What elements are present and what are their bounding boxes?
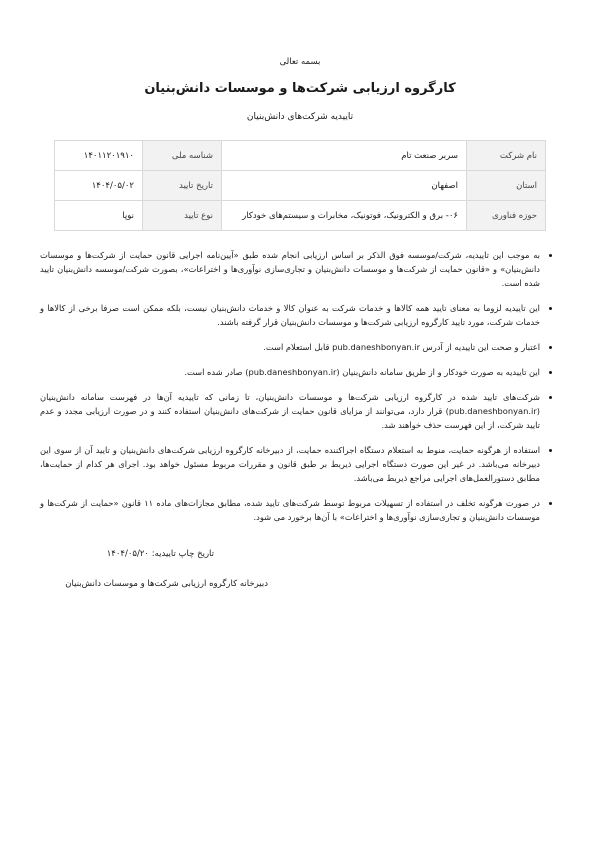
notes-list [40, 248, 554, 535]
list-item: • شرکت‌های تایید شده در کارگروه ارزیابی شرکت‌ها و موسسات دانش‌بنیان، تا زمانی که تاییدیه آن‌ها در فهرست سامانه دانش‌بنیان (pub.daneshbonyan.ir) قرار دارد، می‌توانند از مزایای قانون حمایت از شرکت‌های دانش‌بنیان استفاده کنند و در صورت ارزیابی مجدد و عدم تایید شرکت، از این فهرست حذف خواهند شد. [40, 390, 540, 432]
company-info-table [54, 140, 546, 231]
national-id-label: شناسه ملی [143, 141, 222, 171]
table-row [55, 171, 546, 201]
page-title: کارگروه ارزیابی شرکت‌ها و موسسات دانش‌بنیان [144, 81, 456, 96]
national-id-value: ۱۴۰۱۱۲۰۱۹۱۰ [55, 141, 143, 171]
list-item: • اعتبار و صحت این تاییدیه از آدرس pub.daneshbonyan.ir قابل استعلام است. [40, 340, 540, 354]
page-subtitle: تاییدیه شرکت‌های دانش‌بنیان [246, 112, 354, 122]
secretariat-signature: دبیرخانه کارگروه ارزیابی شرکت‌ها و موسسات دانش‌بنیان [65, 579, 268, 589]
province-value: اصفهان [222, 171, 467, 201]
list-item: • استفاده از هرگونه حمایت، منوط به استعلام دستگاه اجراکننده حمایت، از دبیرخانه کارگروه ارزیابی شرکت‌های دانش‌بنیان و تایید آن از سوی این دبیرخانه می‌باشد. در غیر این صورت دستگاه اجرایی ذیربط بر طبق قانون و مقررات مربوط مسئول خواهد بود. اجرای هر کدام از حمایت‌ها، مطابق دستورالعمل‌های اجرایی مراجع ذیربط می‌باشد. [40, 443, 540, 485]
company-name-label: نام شرکت [467, 141, 546, 171]
table-row [55, 141, 546, 171]
bismillah: بسمه تعالی [279, 57, 321, 67]
tech-field-label: حوزه فناوری [467, 201, 546, 231]
approval-date-value: ۱۴۰۴/۰۵/۰۲ [55, 171, 143, 201]
approval-date-label: تاریخ تایید [143, 171, 222, 201]
list-item: • این تاییدیه به صورت خودکار و از طریق سامانه دانش‌بنیان (pub.daneshbonyan.ir) صادر شده است. [40, 365, 540, 379]
list-item: • این تاییدیه لزوما به معنای تایید همه کالاها و خدمات شرکت به عنوان کالا و خدمات دانش‌بنیان نیست، بلکه ممکن است صرفا برخی از کالاها و خدمات شرکت، مورد تایید کارگروه ارزیابی شرکت‌ها و موسسات دانش‌بنیان قرار گرفته باشند. [40, 301, 540, 329]
province-label: استان [467, 171, 546, 201]
list-item: • در صورت هرگونه تخلف در استفاده از تسهیلات مربوط توسط شرکت‌های تایید شده، مطابق مجازات‌های ماده ۱۱ قانون «حمایت از شرکت‌ها و موسسات دانش‌بنیان و تجاری‌سازی نوآوری‌ها و اختراعات» با آن‌ها برخورد می شود. [40, 496, 540, 524]
approval-type-value: نوپا [55, 201, 143, 231]
print-date: تاریخ چاپ تاییدیه: ۱۴۰۴/۰۵/۲۰ [106, 549, 214, 559]
list-item: • به موجب این تاییدیه، شرکت/موسسه فوق الذکر بر اساس ارزیابی انجام شده طبق «آیین‌نامه اجرایی قانون حمایت از شرکت‌ها و موسسات دانش‌بنیان» و «قانون حمایت از شرکت‌ها و موسسات دانش‌بنیان و تجاری‌سازی نوآوری‌ها و اختراعات»، بصورت شرکت/موسسه دانش‌بنیان تایید شده است. [40, 248, 540, 290]
table-row [55, 201, 546, 231]
approval-type-label: نوع تایید [143, 201, 222, 231]
company-name-value: سربر صنعت تام [222, 141, 467, 171]
tech-field-value: ۰۶- برق و الکترونیک، فوتونیک، مخابرات و سیستم‌های خودکار [222, 201, 467, 231]
